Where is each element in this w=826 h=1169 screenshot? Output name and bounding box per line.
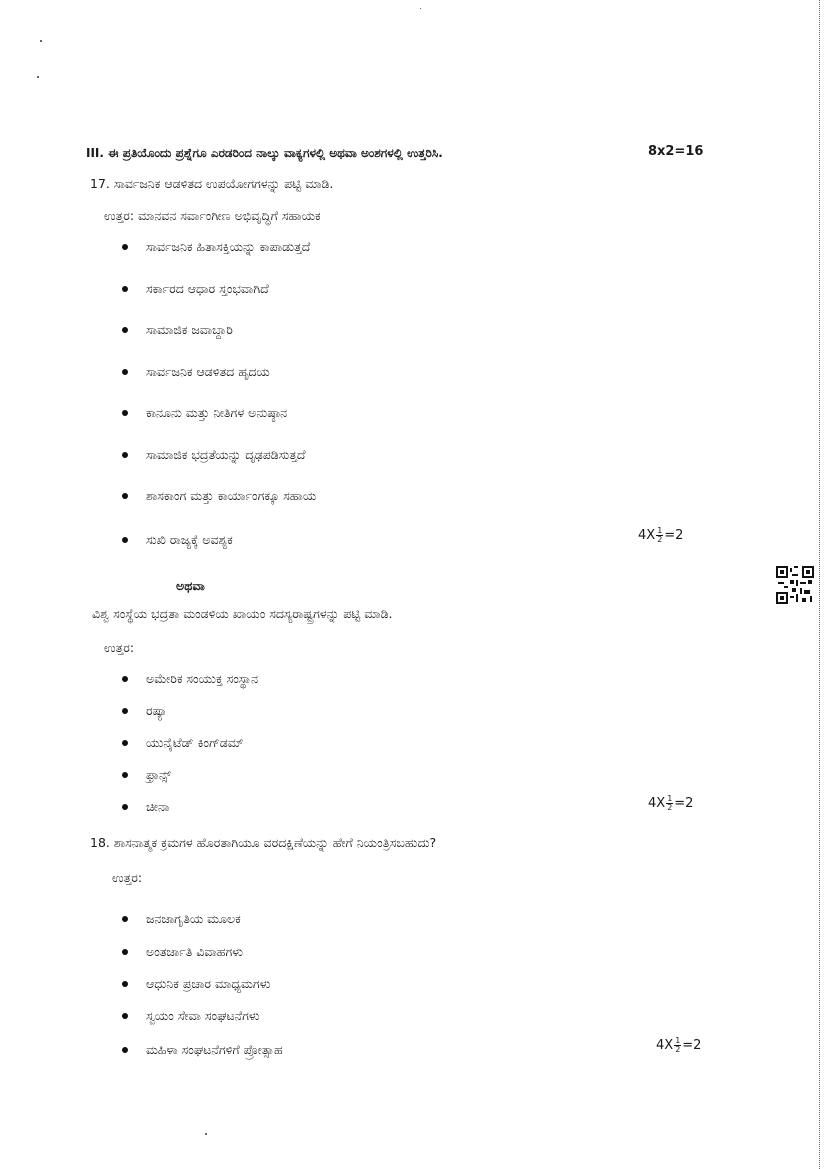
bullet-icon	[122, 804, 128, 810]
q18-point: ಅಂತರ್ಜಾತಿ ವಿವಾಹಗಳು	[146, 944, 243, 959]
alt-score	[648, 795, 693, 812]
bullet-icon	[122, 410, 128, 416]
score-prefix: 4X	[656, 1038, 674, 1053]
fraction-denominator: 2	[675, 1045, 681, 1054]
q17-point: ಸಾಮಾಜಿಕ ಭದ್ರತೆಯನ್ನು ದೃಢಪಡಿಸುತ್ತದೆ	[146, 447, 306, 462]
bullet-icon	[122, 286, 128, 292]
section-marks: 8x2=16	[648, 144, 704, 159]
qr-code-icon	[776, 566, 814, 604]
score-fraction	[656, 527, 663, 544]
bullet-icon	[122, 493, 128, 499]
bullet-icon	[122, 981, 128, 987]
fraction-denominator: 2	[657, 535, 663, 544]
bullet-icon	[122, 537, 128, 543]
bullet-icon	[122, 1047, 128, 1053]
bullet-icon	[122, 676, 128, 682]
q17-answer-intro: ಉತ್ತರ: ಮಾನವನ ಸರ್ವಾಂಗೀಣ ಅಭಿವೃದ್ಧಿಗೆ ಸಹಾಯಕ	[104, 208, 321, 223]
score-suffix: =2	[664, 528, 684, 543]
fraction-numerator: 1	[657, 526, 663, 535]
fraction-numerator: 1	[675, 1036, 681, 1045]
score-fraction	[674, 1037, 681, 1054]
score-suffix: =2	[682, 1038, 702, 1053]
question-18: 18. ಶಾಸನಾತ್ಮಕ ಕ್ರಮಗಳ ಹೊರತಾಗಿಯೂ ವರದಕ್ಷಿಣೆಯನ್ನು ಹೇಗೆ ನಿಯಂತ್ರಿಸಬಹುದು?	[90, 835, 437, 850]
alt-point: ಫ್ರಾನ್ಸ್	[146, 767, 172, 782]
section-heading: III. ಈ ಪ್ರತಿಯೊಂದು ಪ್ರಶ್ನೆಗೂ ಎರಡರಿಂದ ನಾಲ್ಕು ವಾಕ್ಯಗಳಲ್ಲಿ ಅಥವಾ ಅಂಶಗಳಲ್ಲಿ ಉತ್ತರಿಸಿ.	[86, 146, 443, 160]
alt-point: ರಷ್ಯಾ	[146, 703, 168, 718]
score-prefix: 4X	[638, 528, 656, 543]
alt-question: ವಿಶ್ವ ಸಂಸ್ಥೆಯ ಭದ್ರತಾ ಮಂಡಳಿಯ ಖಾಯಂ ಸದಸ್ಯರಾಷ್ಟ್ರಗಳನ್ನು ಪಟ್ಟಿ ಮಾಡಿ.	[92, 606, 393, 621]
bullet-icon	[122, 1013, 128, 1019]
q18-answer-label: ಉತ್ತರ:	[112, 870, 143, 885]
scan-speck	[40, 40, 42, 42]
scan-speck	[420, 8, 421, 9]
q18-point: ಜನಜಾಗೃತಿಯ ಮೂಲಕ	[146, 911, 241, 926]
bullet-icon	[122, 772, 128, 778]
q18-point: ಆಧುನಿಕ ಪ್ರಚಾರ ಮಾಧ್ಯಮಗಳು	[146, 976, 271, 991]
q17-point: ಕಾನೂನು ಮತ್ತು ನೀತಿಗಳ ಅನುಷ್ಠಾನ	[146, 405, 288, 420]
q17-point: ಸಾಮಾಜಿಕ ಜವಾಬ್ದಾರಿ	[146, 322, 233, 337]
q17-point: ಸಾರ್ವಜನಿಕ ಹಿತಾಸಕ್ತಿಯನ್ನು ಕಾಪಾಡುತ್ತದೆ	[146, 239, 311, 254]
question-17: 17. ಸಾರ್ವಜನಿಕ ಆಡಳಿತದ ಉಪಯೋಗಗಳನ್ನು ಪಟ್ಟಿ ಮಾಡಿ.	[90, 176, 334, 191]
scan-speck	[205, 1133, 207, 1135]
q17-point: ಸಾರ್ವಜನಿಕ ಆಡಳಿತದ ಹೃದಯ	[146, 364, 270, 379]
bullet-icon	[122, 740, 128, 746]
bullet-icon	[122, 916, 128, 922]
alt-point: ಚೀನಾ	[146, 799, 170, 814]
q17-point: ಶಾಸಕಾಂಗ ಮತ್ತು ಕಾರ್ಯಾಂಗಕ್ಕೂ ಸಹಾಯ	[146, 488, 317, 503]
score-suffix: =2	[674, 796, 694, 811]
or-label: ಅಥವಾ	[176, 578, 205, 593]
score-fraction	[666, 795, 673, 812]
alt-point: ಯುನೈಟೆಡ್ ಕಿಂಗ್‌ಡಮ್	[146, 735, 244, 750]
fraction-denominator: 2	[667, 803, 673, 812]
score-prefix: 4X	[648, 796, 666, 811]
q18-point: ಮಹಿಳಾ ಸಂಘಟನೆಗಳಿಗೆ ಪ್ರೋತ್ಸಾಹ	[146, 1042, 283, 1057]
q17-score	[638, 527, 683, 544]
q17-point: ಸರ್ಕಾರದ ಆಧಾರ ಸ್ತಂಭವಾಗಿದೆ	[146, 281, 269, 296]
q18-point: ಸ್ವಯಂ ಸೇವಾ ಸಂಘಟನೆಗಳು	[146, 1008, 260, 1023]
bullet-icon	[122, 327, 128, 333]
bullet-icon	[122, 244, 128, 250]
bullet-icon	[122, 708, 128, 714]
scan-edge-line	[819, 0, 820, 1169]
fraction-numerator: 1	[667, 794, 673, 803]
q18-score	[656, 1037, 701, 1054]
scan-speck	[37, 76, 39, 78]
alt-point: ಅಮೇರಿಕ ಸಂಯುಕ್ತ ಸಂಸ್ಥಾನ	[146, 671, 259, 686]
bullet-icon	[122, 452, 128, 458]
bullet-icon	[122, 369, 128, 375]
q17-point: ಸುಖಿ ರಾಜ್ಯಕ್ಕೆ ಅವಶ್ಯಕ	[146, 532, 233, 547]
bullet-icon	[122, 949, 128, 955]
alt-answer-label: ಉತ್ತರ:	[104, 640, 135, 655]
